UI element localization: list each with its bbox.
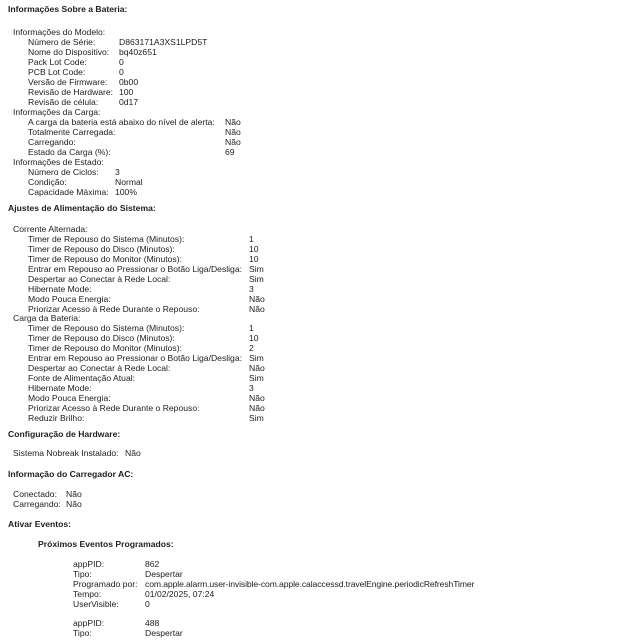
row-label: Número de Ciclos: bbox=[28, 167, 99, 177]
row-label: Versão de Firmware: bbox=[28, 77, 108, 87]
row-value: Sim bbox=[249, 264, 264, 274]
row-label: Modo Pouca Energia: bbox=[28, 294, 111, 304]
row-value: Não bbox=[66, 489, 82, 499]
subsection-title-scheduled-events: Próximos Eventos Programados: bbox=[38, 539, 174, 549]
row-label: Modo Pouca Energia: bbox=[28, 393, 111, 403]
row-value: Sim bbox=[249, 274, 264, 284]
group-title-model-info: Informações do Modelo: bbox=[13, 27, 106, 37]
row-value: bq40z651 bbox=[119, 47, 157, 57]
row-value: Não bbox=[225, 137, 241, 147]
row-value: Não bbox=[249, 294, 265, 304]
event-value: 0 bbox=[145, 599, 150, 609]
row-label: Número de Série: bbox=[28, 37, 96, 47]
row-value: Sim bbox=[249, 353, 264, 363]
row-value: 10 bbox=[249, 244, 259, 254]
row-label: Capacidade Máxima: bbox=[28, 187, 109, 197]
row-label: Nome do Dispositivo: bbox=[28, 47, 110, 57]
row-label: Conectado: bbox=[13, 489, 57, 499]
event-value: com.apple.alarm.user-invisible-com.apple.calaccessd.travelEngine.periodicRefreshTimer bbox=[145, 579, 475, 589]
row-label: Carregando: bbox=[28, 137, 76, 147]
event-label: Tipo: bbox=[73, 569, 92, 579]
row-value: Não bbox=[249, 403, 265, 413]
row-label: Reduzir Brilho: bbox=[28, 413, 85, 423]
row-value: D863171A3XS1LPD5T bbox=[119, 37, 208, 47]
row-label: Timer de Repouso do Disco (Minutos): bbox=[28, 333, 175, 343]
row-value: Não bbox=[249, 393, 265, 403]
row-value: 10 bbox=[249, 254, 259, 264]
row-label: A carga da bateria está abaixo do nível de alerta: bbox=[28, 117, 215, 127]
event-label: Programado por: bbox=[73, 579, 138, 589]
row-value: Não bbox=[249, 304, 265, 314]
event-value: Despertar bbox=[145, 628, 183, 638]
row-value: 0d17 bbox=[119, 97, 139, 107]
row-label: Priorizar Acesso à Rede Durante o Repouso: bbox=[28, 403, 200, 413]
row-value: 3 bbox=[249, 383, 254, 393]
section-title-ac-charger: Informação do Carregador AC: bbox=[8, 469, 134, 479]
row-value: 100 bbox=[119, 87, 134, 97]
row-label: Priorizar Acesso à Rede Durante o Repouso: bbox=[28, 304, 200, 314]
row-label: Revisão de célula: bbox=[28, 97, 99, 107]
row-value: Sim bbox=[249, 373, 264, 383]
row-label: Timer de Repouso do Monitor (Minutos): bbox=[28, 343, 182, 353]
section-title-battery: Informações Sobre a Bateria: bbox=[8, 4, 128, 14]
event-label: Tempo: bbox=[73, 589, 102, 599]
row-value: Não bbox=[249, 363, 265, 373]
row-label: Condição: bbox=[28, 177, 67, 187]
event-value: 488 bbox=[145, 618, 160, 628]
row-label: PCB Lot Code: bbox=[28, 67, 86, 77]
row-value: 3 bbox=[115, 167, 120, 177]
row-label: Entrar em Repouso ao Pressionar o Botão Liga/Desliga: bbox=[28, 264, 243, 274]
row-value: Normal bbox=[115, 177, 143, 187]
row-label: Hibernate Mode: bbox=[28, 284, 92, 294]
row-label: Despertar ao Conectar à Rede Local: bbox=[28, 363, 171, 373]
group-title-ac-power: Corrente Alternada: bbox=[13, 224, 88, 234]
row-value: 10 bbox=[249, 333, 259, 343]
row-label: Pack Lot Code: bbox=[28, 57, 87, 67]
row-value: 69 bbox=[225, 147, 235, 157]
row-value: Não bbox=[225, 127, 241, 137]
event-label: appPID: bbox=[73, 559, 105, 569]
row-label: Timer de Repouso do Monitor (Minutos): bbox=[28, 254, 182, 264]
row-value: Sim bbox=[249, 413, 264, 423]
row-label: Revisão de Hardware: bbox=[28, 87, 114, 97]
row-value: 100% bbox=[115, 187, 137, 197]
row-label: Entrar em Repouso ao Pressionar o Botão Liga/Desliga: bbox=[28, 353, 243, 363]
row-label: Fonte de Alimentação Atual: bbox=[28, 373, 136, 383]
row-label: Timer de Repouso do Sistema (Minutos): bbox=[28, 234, 185, 244]
event-value: 01/02/2025, 07:24 bbox=[145, 589, 215, 599]
row-value: Não bbox=[125, 448, 141, 458]
row-label: Estado da Carga (%): bbox=[28, 147, 111, 157]
row-label: Timer de Repouso do Sistema (Minutos): bbox=[28, 323, 185, 333]
row-value: 0 bbox=[119, 57, 124, 67]
row-value: Não bbox=[66, 499, 82, 509]
row-label: Totalmente Carregada: bbox=[28, 127, 116, 137]
row-value: 2 bbox=[249, 343, 254, 353]
row-label: Despertar ao Conectar à Rede Local: bbox=[28, 274, 171, 284]
event-value: Despertar bbox=[145, 569, 183, 579]
section-title-power-settings: Ajustes de Alimentação do Sistema: bbox=[8, 203, 156, 213]
row-value: 0b00 bbox=[119, 77, 139, 87]
row-value: 1 bbox=[249, 234, 254, 244]
event-label: Tipo: bbox=[73, 628, 92, 638]
row-value: 0 bbox=[119, 67, 124, 77]
event-value: 862 bbox=[145, 559, 160, 569]
row-label: Carregando: bbox=[13, 499, 61, 509]
group-title-charge-info: Informações da Carga: bbox=[13, 107, 101, 117]
group-title-status-info: Informações de Estado: bbox=[13, 157, 104, 167]
row-label: Sistema Nobreak Instalado: bbox=[13, 448, 119, 458]
section-title-wake-events: Ativar Eventos: bbox=[8, 519, 72, 529]
section-title-hardware-config: Configuração de Hardware: bbox=[8, 429, 121, 439]
row-label: Hibernate Mode: bbox=[28, 383, 92, 393]
group-title-battery-power: Carga da Bateria: bbox=[13, 313, 81, 323]
row-value: 3 bbox=[249, 284, 254, 294]
row-label: Timer de Repouso do Disco (Minutos): bbox=[28, 244, 175, 254]
event-label: UserVisible: bbox=[73, 599, 119, 609]
row-value: Não bbox=[225, 117, 241, 127]
row-value: 1 bbox=[249, 323, 254, 333]
event-label: appPID: bbox=[73, 618, 105, 628]
